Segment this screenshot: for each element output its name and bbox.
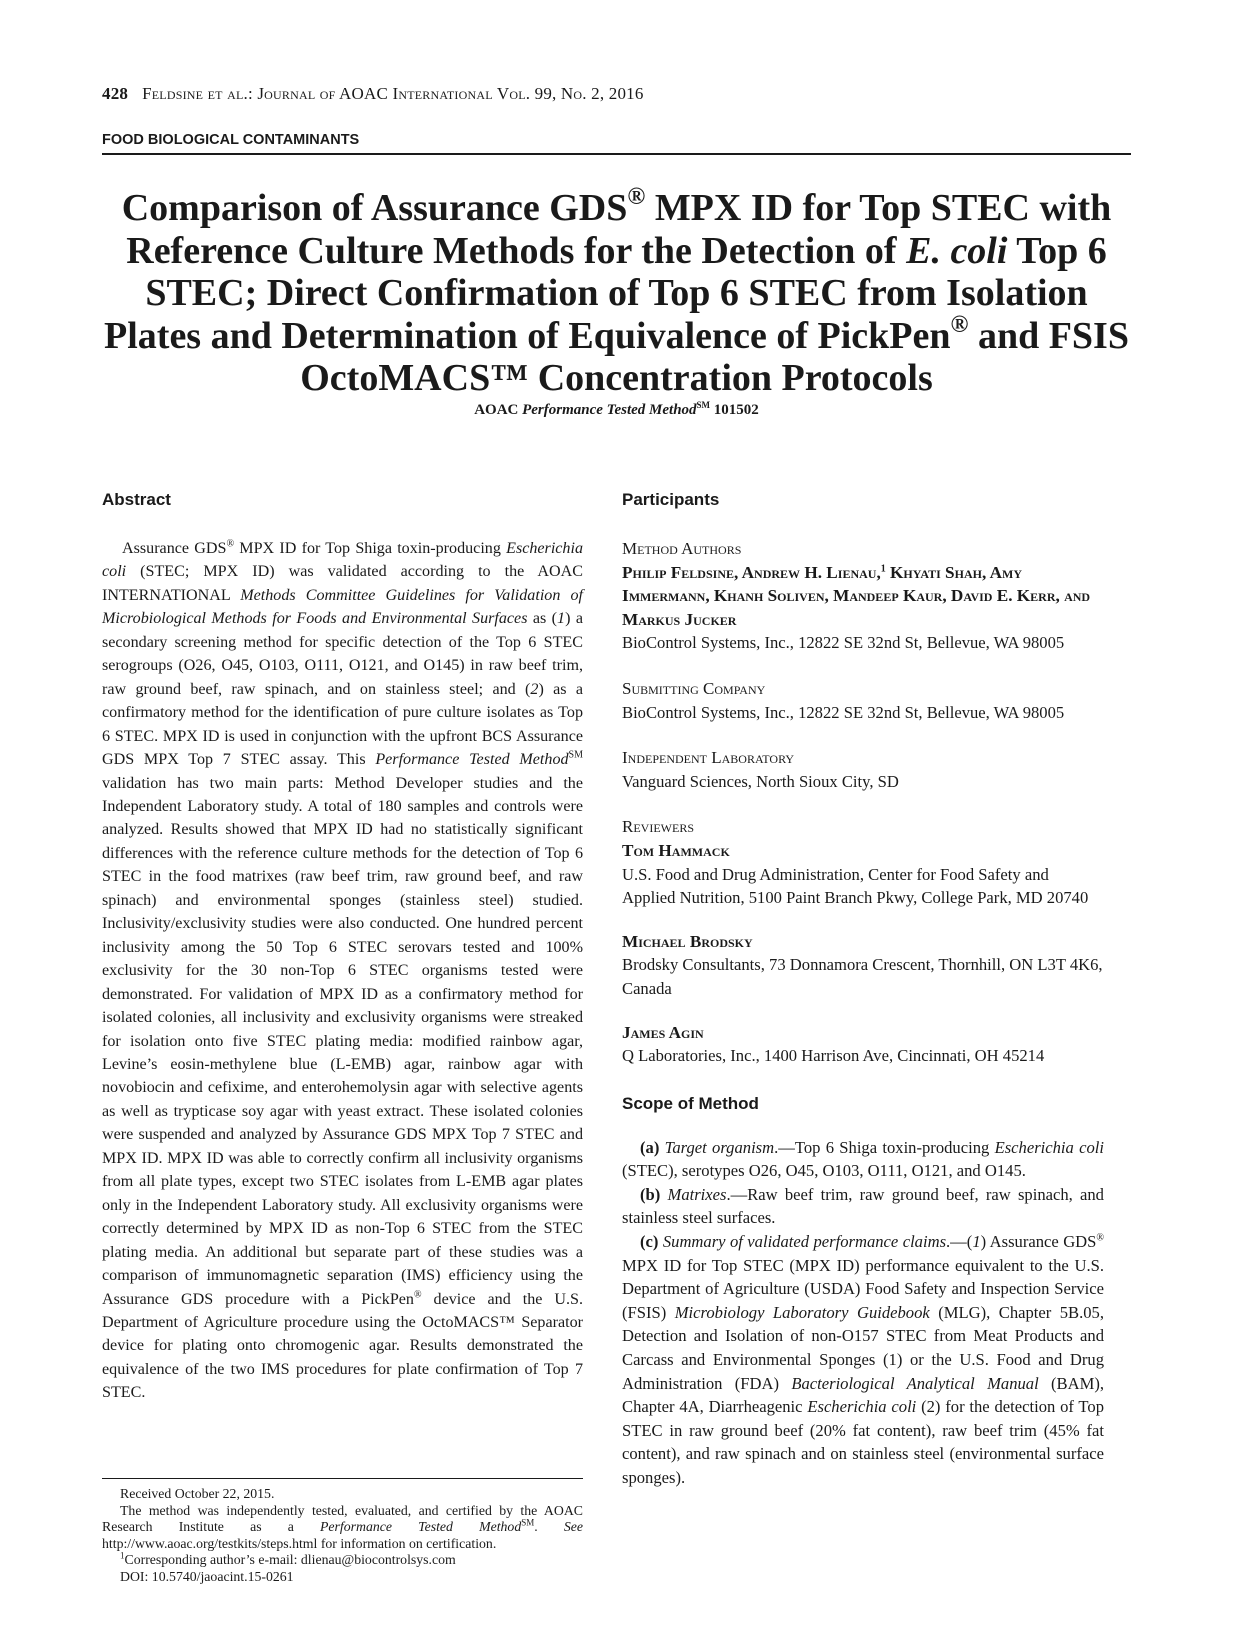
page-number: 428 <box>102 84 129 103</box>
reviewer-name: Michael Brodsky <box>622 931 753 951</box>
section-label: FOOD BIOLOGICAL CONTAMINANTS <box>102 132 360 148</box>
participants-heading: Participants <box>622 490 720 509</box>
submitting-company-block <box>622 677 1104 724</box>
scope-item-c: (c) Summary of validated performance claims.—(1) Assurance GDS® MPX ID for Top STEC (MPX ID) performance equivalent to the U.S. Department of Agriculture (USDA) Food Safety and Inspection Service (FSIS) Microbiology Laboratory Guidebook (MLG), Chapter 5B.05, Detection and Isolation of non-O157 STEC from Meat Products and Carcass and Environmental Sponges (1) or the U.S. Food and Drug Administration (FDA) Bacteriological Analytical Manual (BAM), Chapter 4A, Diarrheagenic Escherichia coli (2) for the detection of Top STEC in raw ground beef (20% fat content), raw beef trim (45% fat content), and raw spinach and on stainless steel (environmental surface sponges). <box>622 1232 1105 1487</box>
reviewer-affiliation: Q Laboratories, Inc., 1400 Harrison Ave, Cincinnati, OH 45214 <box>622 1046 1045 1066</box>
left-column <box>102 490 584 1584</box>
author-affiliation: BioControl Systems, Inc., 12822 SE 32nd St, Bellevue, WA 98005 <box>622 633 1065 653</box>
reviewers-label: Reviewers <box>622 817 694 837</box>
footnote-rule <box>102 1478 583 1479</box>
certification-note: The method was independently tested, evaluated, and certified by the AOAC Research Institute as a Performance Tested Method℠. See http://www.aoac.org/testkits/steps.html for information on certification. <box>102 1502 584 1551</box>
received-date: Received October 22, 2015. <box>120 1486 275 1501</box>
running-header <box>102 84 644 104</box>
section-rule <box>102 153 1131 155</box>
article-title: Comparison of Assurance GDS® MPX ID for Top STEC with Reference Culture Methods for the Detection of E. coli Top 6 STEC; Direct Confirmation of Top 6 STEC from Isolation Plates and Determination of Equivalence of PickPen® and FSIS OctoMACS™ Concentration Protocols <box>104 184 1129 400</box>
reviewer-name: Tom Hammack <box>622 840 730 860</box>
corresponding-author: $^1$Corresponding author’s e-mail: dlienau@biocontrolsys.com <box>120 1550 456 1567</box>
scope-heading: Scope of Method <box>622 1093 759 1113</box>
scope-item-a: (a) Target organism.—Top 6 Shiga toxin-producing Escherichia coli (STEC), serotypes O26, O45, O103, O111, O121, and O145. <box>622 1137 1104 1181</box>
submitting-company: BioControl Systems, Inc., 12822 SE 32nd St, Bellevue, WA 98005 <box>622 702 1065 722</box>
footnotes <box>102 1486 583 1585</box>
author-list: Philip Feldsine, Andrew H. Lienau,$^1$ Khyati Shah, Amy Immermann, Khanh Soliven, Mandeep Kaur, David E. Kerr, and Markus Jucker <box>622 562 1091 629</box>
reviewer-affiliation: U.S. Food and Drug Administration, Center for Food Safety and Applied Nutrition, 5100 Paint Branch Pkwy, College Park, MD 20740 <box>622 864 1089 908</box>
submitting-company-label: Submitting Company <box>622 678 766 698</box>
method-authors-label: Method Authors <box>622 539 742 558</box>
reviewer-affiliation: Brodsky Consultants, 73 Donnamora Crescent, Thornhill, ON L3T 4K6, Canada <box>622 955 1103 998</box>
journal-running-title: Feldsine et al.: Journal of AOAC International Vol. 99, No. 2, 2016 <box>142 84 644 103</box>
method-authors-block <box>622 537 1104 655</box>
reviewer-name: James Agin <box>622 1022 704 1042</box>
independent-lab-block <box>622 746 1104 793</box>
reviewers-block <box>622 815 1104 1067</box>
method-designation: AOAC Performance Tested Method℠ 101502 <box>474 400 759 418</box>
abstract-heading: Abstract <box>102 490 171 509</box>
independent-lab-label: Independent Laboratory <box>622 748 795 768</box>
independent-lab: Vanguard Sciences, North Sioux City, SD <box>622 771 899 791</box>
scope-item-b: (b) Matrixes.—Raw beef trim, raw ground beef, raw spinach, and stainless steel surfaces. <box>622 1184 1104 1228</box>
right-column <box>622 490 1104 1490</box>
doi: DOI: 10.5740/jaoacint.15-0261 <box>120 1568 294 1584</box>
abstract-text: Assurance GDS® MPX ID for Top Shiga toxin-producing Escherichia coli (STEC; MPX ID) was validated according to the AOAC INTERNATIONAL Methods Committee Guidelines for Validation of Microbiological Methods for Foods and Environmental Surfaces as (1) a secondary screening method for specific detection of the Top 6 STEC serogroups (O26, O45, O103, O111, O121, and O145) in raw beef trim, raw ground beef, raw spinach, and on stainless steel; and (2) as a confirmatory method for the identification of pure culture isolates as Top 6 STEC. MPX ID is used in conjunction with the upfront BCS Assurance GDS MPX Top 7 STEC assay. This Performance Tested Method℠ validation has two main parts: Method Developer studies and the Independent Laboratory study. A total of 180 samples and controls were analyzed. Results showed that MPX ID had no statistically significant differences with the reference culture methods for the detection of Top 6 STEC in the food matrixes (raw beef trim, raw ground beef, and raw spinach) and environmental sponges (stainless steel) studied. Inclusivity/exclusivity studies were also conducted. One hundred percent inclusivity among the 50 Top 6 STEC serovars tested and 100% exclusivity for the 30 non-Top 6 STEC organisms tested were demonstrated. For validation of MPX ID as a confirmatory method for isolated colonies, all inclusivity and exclusivity organisms were streaked for isolation onto five STEC plating media: modified rainbow agar, Levine’s eosin-methylene blue (L-EMB) agar, rainbow agar with novobiocin and cefixime, and enterohemolysin agar with selective agents as well as trypticase soy agar with yeast extract. These isolated colonies were suspended and analyzed by Assurance GDS MPX Top 7 STEC and MPX ID. MPX ID was able to correctly confirm all inclusivity organisms from all plate types, except two STEC isolates from L-EMB agar plates only in the Independent Laboratory study. All exclusivity organisms were correctly determined by MPX ID as non-Top 6 STEC from the STEC plating media. An additional but separate part of these studies was a comparison of immunomagnetic separation (IMS) efficiency using the Assurance GDS procedure with a PickPen® device and the U.S. Department of Agriculture procedure using the OctoMACS™ Separator device for plating onto chromogenic agar. Results demonstrated the equivalence of the two IMS procedures for plate confirmation of Top 7 STEC. <box>102 538 584 1402</box>
scope-of-method <box>622 1136 1104 1490</box>
